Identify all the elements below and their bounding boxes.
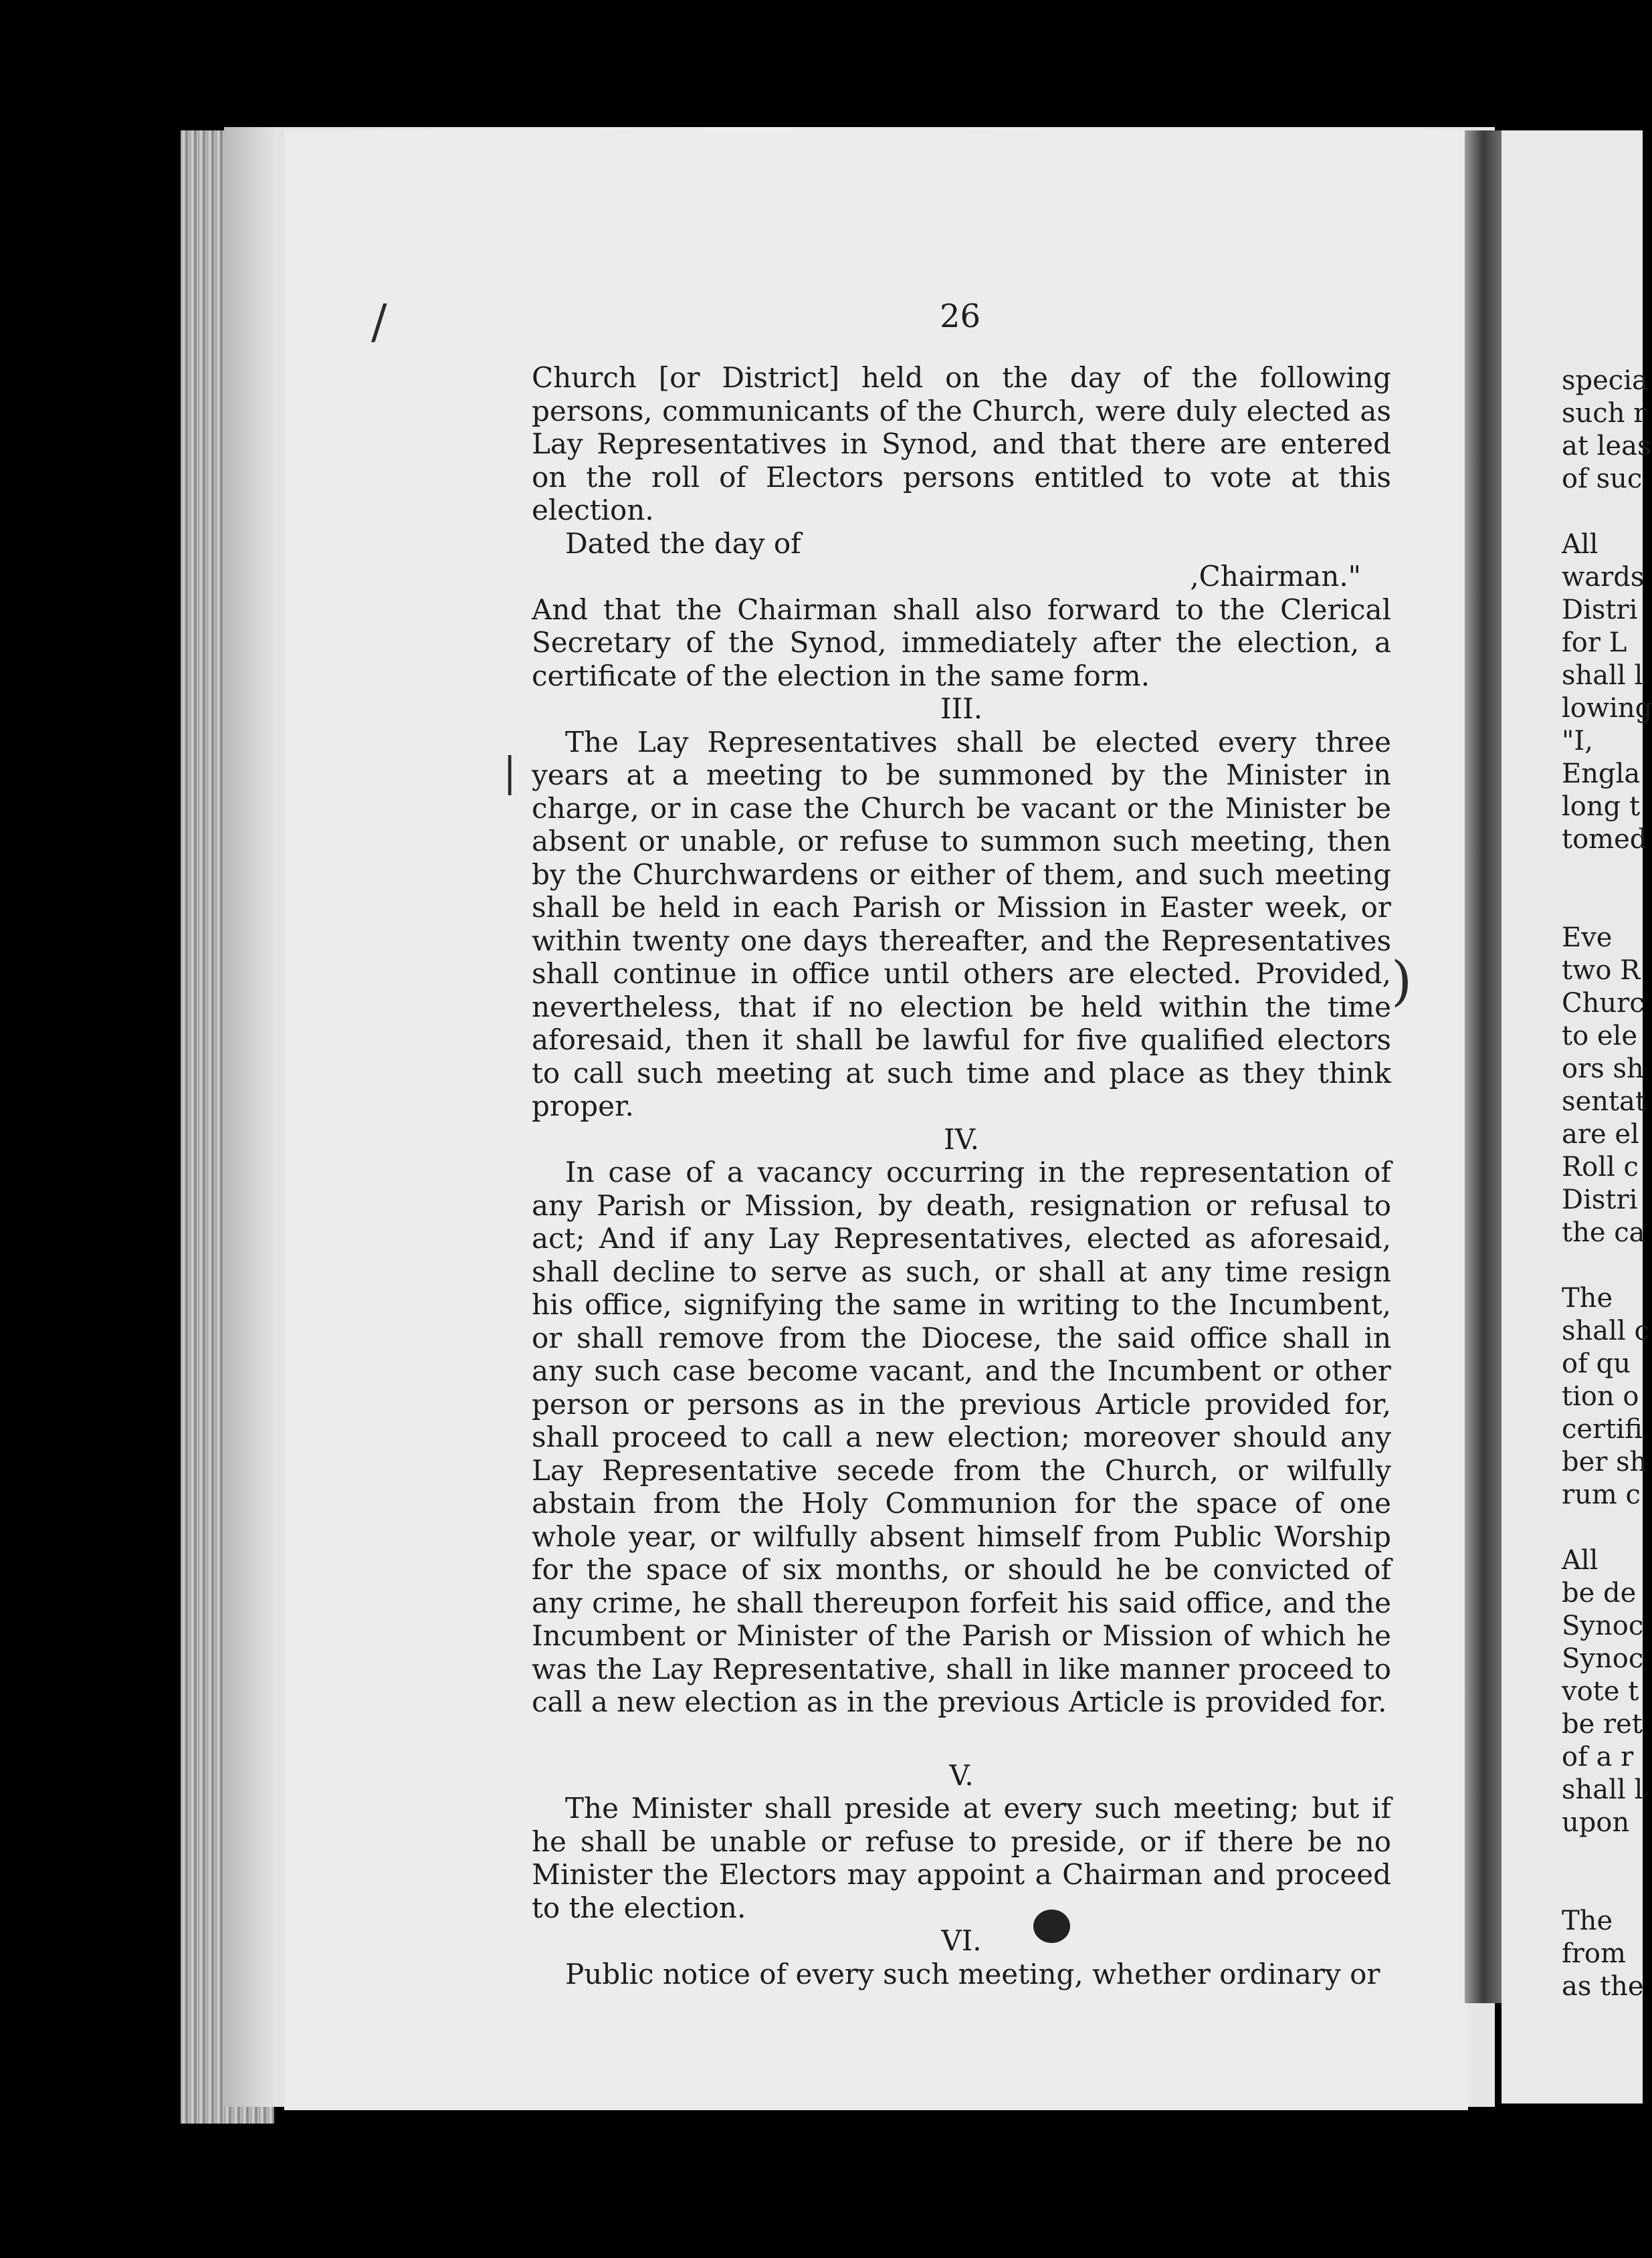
right-page-line: be ret [1562, 1709, 1643, 1740]
page-number: 26 [940, 298, 981, 335]
right-page-line: Engla [1562, 758, 1641, 789]
article-heading: VI. [941, 1924, 982, 1957]
article-heading: V. [949, 1758, 974, 1792]
article-heading: III. [940, 692, 983, 725]
right-page-line: shall l [1562, 660, 1643, 691]
paragraph: And that the Chairman shall also forward to the Clerical Secretary of the Synod, immediately after the election, a certificate of the election in the same form. [532, 593, 1391, 692]
right-page-line: tion o [1562, 1381, 1639, 1412]
right-page-line: as the [1562, 1971, 1644, 2002]
paragraph: In case of a vacancy occurring in the representation of any Parish or Mission, by death, resignation or refusal to act; And if any Lay Representatives, elected as aforesaid, shall decline to serve as such, or shall at any time resign his office, signifying the same in writing to the Incumbent, or shall remove from the Diocese, the said office shall in any such case become vacant, and the Incumbent or other person or persons as in the previous Article provided for, shall proceed to call a new election; moreover should any Lay Representative secede from the Church, or wilfully abstain from the Holy Communion for the space of one whole year, or wilfully absent himself from Public Worship for the space of six months, or should he be convicted of any crime, he shall thereupon forfeit his said office, and the Incumbent or Minister of the Parish or Mission of which he was the Lay Representative, shall in like manner proceed to call a new election as in the previous Article is provided for. [532, 1156, 1391, 1718]
paragraph: The Minister shall preside at every such meeting; but if he shall be unable or refuse to preside, or if there be no Minister the Electors may appoint a Chairman and proceed to the election. [532, 1792, 1391, 1924]
right-page-line: Roll c [1562, 1152, 1639, 1183]
bracket-mark-icon: ) [1391, 950, 1413, 1012]
paragraph: Dated the day of [565, 526, 801, 560]
right-page-line: be de [1562, 1578, 1637, 1609]
right-page-line: Distri [1562, 595, 1638, 625]
right-page-line [1562, 1249, 1652, 1282]
right-page-line: shall c [1562, 1316, 1649, 1346]
right-page-line [1562, 1872, 1652, 1905]
right-page-line: ors sh [1562, 1053, 1644, 1084]
right-page-line: The [1562, 1283, 1613, 1314]
right-page-line: Churc [1562, 988, 1645, 1019]
paragraph: Public notice of every such meeting, whether ordinary or [565, 1957, 1380, 1990]
right-page-line: tomed [1562, 824, 1647, 855]
right-page-line [1562, 889, 1652, 922]
right-page-line: upon [1562, 1807, 1630, 1838]
right-page-line: for L [1562, 627, 1627, 658]
article-heading: IV. [944, 1122, 979, 1156]
right-page-line: to ele [1562, 1021, 1638, 1051]
right-page-line: sentat [1562, 1086, 1646, 1117]
right-page-line: certifi [1562, 1414, 1643, 1445]
signature-line: ,Chairman." [1190, 560, 1361, 593]
right-page-line: All [1562, 1545, 1598, 1576]
pencil-mark-icon: / [371, 294, 387, 349]
right-page-line: Eve [1562, 922, 1613, 953]
right-page-line: of a r [1562, 1742, 1634, 1772]
paragraph: The Lay Representatives shall be elected every three years at a meeting to be summoned by the Minister in charge, or in case the Church be vacant or the Minister be absent or unable, or refuse to summon such meeting, then by the Churchwardens or either of them, and such meeting shall be held in each Parish or Mission in Easter week, or within twenty one days thereafter, and the Representatives shall continue in office until others are elected. Provided, nevertheless, that if no election be held within the time aforesaid, then it shall be lawful for five qualified electors to call such meeting at such time and place as they think proper. [532, 725, 1391, 1122]
right-page-line: "I, [1562, 726, 1593, 756]
right-page-line: of suc [1562, 464, 1643, 494]
right-page-line: long t [1562, 791, 1641, 822]
book-gutter [1465, 130, 1502, 2003]
pencil-mark-icon: | [503, 749, 517, 796]
right-page-line: shall l [1562, 1774, 1643, 1805]
right-page-line: Synoc [1562, 1611, 1644, 1641]
right-page-line: All [1562, 529, 1598, 560]
right-page-line [1562, 496, 1652, 528]
right-page-line: Distri [1562, 1185, 1638, 1215]
right-page-line: wards [1562, 562, 1645, 593]
right-page-line: specia [1562, 365, 1648, 396]
right-page-line: rum c [1562, 1479, 1641, 1510]
right-page-line: of qu [1562, 1348, 1631, 1379]
right-page-line: The [1562, 1906, 1613, 1936]
paragraph: Church [or District] held on the day of the following persons, communicants of the Church, were duly elected as Lay Representatives in Synod, and that there are entered on the roll of Electors persons entitled to vote at this election. [532, 361, 1391, 526]
right-page-line: lowing [1562, 693, 1652, 724]
right-page-line: such r [1562, 398, 1647, 429]
right-page-line: ber sh [1562, 1447, 1647, 1477]
page-text [532, 361, 1391, 1990]
right-page-line: from [1562, 1938, 1626, 1969]
right-page-line: Synoc [1562, 1643, 1644, 1674]
right-page-line: vote t [1562, 1676, 1639, 1707]
right-page-line: at leas [1562, 431, 1651, 461]
right-page-line: are el [1562, 1119, 1639, 1150]
right-page-line: the ca [1562, 1217, 1645, 1248]
right-page-line [1562, 1839, 1652, 1872]
right-page-line [1562, 856, 1652, 889]
right-page-line [1562, 1512, 1652, 1544]
right-page-text [1562, 365, 1652, 2003]
right-page-line: two R [1562, 955, 1641, 986]
